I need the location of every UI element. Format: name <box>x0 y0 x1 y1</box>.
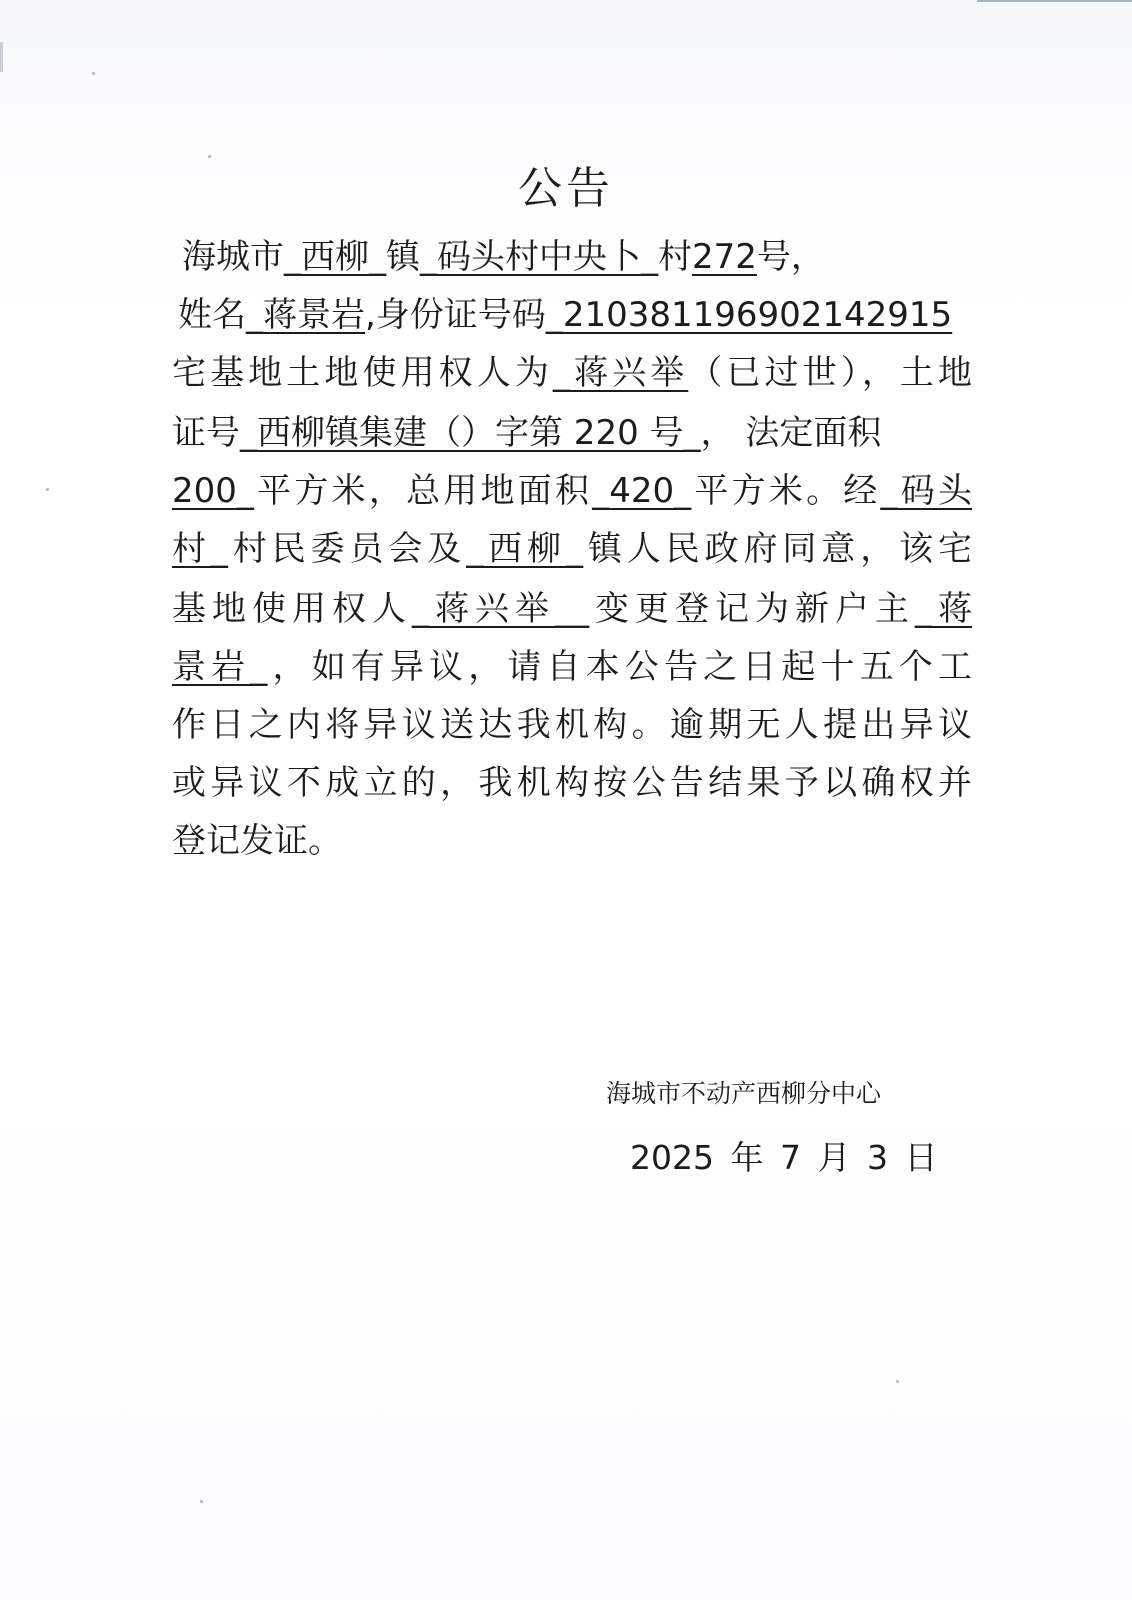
notice-line <box>178 294 978 336</box>
notice-line <box>182 236 982 278</box>
filled-field: _码头村中央卜_ <box>420 237 658 277</box>
notice-text: 登记发证。 <box>172 821 342 861</box>
notice-text: 平方米。经 <box>691 471 881 511</box>
notice-text: 作日之内将异议送达我机构。逾期无人提出异议 <box>172 705 972 745</box>
notice-text: ， 法定面积 <box>700 413 882 453</box>
filled-field: 村_ <box>172 529 228 569</box>
date-year: 2025 <box>630 1138 714 1177</box>
filled-field: _420_ <box>592 471 692 511</box>
notice-title: 公告 <box>518 163 614 214</box>
notice-text: 姓名 <box>178 295 246 335</box>
date-day-unit: 日 <box>904 1138 938 1177</box>
scan-edge-tick <box>0 42 3 72</box>
scan-speck <box>896 1380 899 1383</box>
scan-speck <box>46 488 49 491</box>
date-year-unit: 年 <box>730 1138 764 1177</box>
filled-field: _蒋 <box>915 589 972 629</box>
notice-line <box>172 528 972 570</box>
notice-line <box>172 646 972 688</box>
notice-text: ，如有异议，请自本公告之日起十五个工 <box>267 647 973 687</box>
notice-line <box>172 588 972 630</box>
filled-field: 272 <box>692 237 757 277</box>
notice-line <box>172 352 972 394</box>
issuer-name: 海城市不动产西柳分中心 <box>606 1079 882 1108</box>
scan-speck <box>92 72 95 75</box>
filled-field: _蒋兴举 <box>552 353 689 393</box>
notice-text: 宅基地土地使用权人为 <box>172 353 553 393</box>
date-month-unit: 月 <box>817 1138 851 1177</box>
notice-line <box>172 762 972 804</box>
notice-line <box>172 412 972 454</box>
notice-text: 变更登记为新户主 <box>589 589 915 629</box>
filled-field: _西柳_ <box>466 529 583 569</box>
filled-field: _蒋景岩 <box>246 295 365 335</box>
filled-field: _西柳镇集建（）字第 220 号_ <box>240 413 701 453</box>
filled-field: _蒋兴举__ <box>412 589 589 629</box>
filled-field: _210381196902142915 <box>545 295 953 335</box>
notice-text: ,身份证号码 <box>365 295 546 335</box>
notice-text: 基地使用权人 <box>172 589 412 629</box>
notice-text: 号， <box>756 237 825 277</box>
notice-text: 镇人民政府同意，该宅 <box>582 529 973 569</box>
notice-text: 海城市 <box>182 237 284 277</box>
filled-field: 景岩_ <box>172 647 268 687</box>
notice-line <box>172 704 972 746</box>
date-day: 3 <box>866 1138 888 1177</box>
notice-text: （已过世），土地 <box>688 353 973 393</box>
notice-text: 村民委员会及 <box>227 529 467 569</box>
notice-line <box>172 820 972 862</box>
notice-text: 镇 <box>386 237 420 277</box>
scan-edge-mark <box>977 0 1132 2</box>
filled-field: _西柳_ <box>284 237 386 277</box>
notice-text: 村 <box>658 237 692 277</box>
filled-field: _码头 <box>880 471 973 511</box>
notice-date <box>630 1132 943 1179</box>
date-month: 7 <box>779 1138 801 1177</box>
scan-speck <box>200 1500 203 1503</box>
filled-field: 200_ <box>172 471 254 511</box>
notice-text: 平方米，总用地面积 <box>253 471 593 511</box>
notice-line <box>172 470 972 512</box>
notice-text: 或异议不成立的，我机构按公告结果予以确权并 <box>172 763 972 803</box>
notice-text: 证号 <box>172 413 240 453</box>
